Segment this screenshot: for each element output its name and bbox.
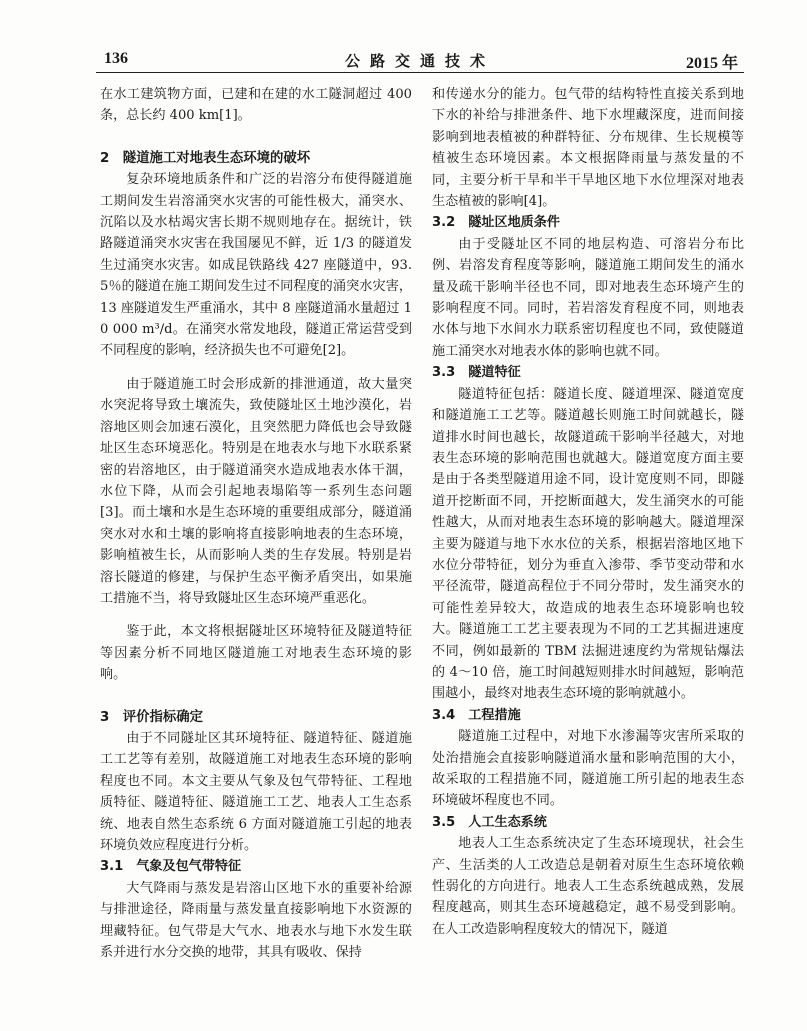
section-2-paragraph-2: 由于隧道施工时会形成新的排泄通道，故大量突水突泥将导致土壤流失，致使隧址区土地沙漠化，岩溶地区则会加速石漠化，且突然肥力降低也会导致隧址区生态环境恶化。特别是在地表水与地下水联系紧密的岩溶地区，由于隧道涌突水造成地表水体干涸，水位下降，从而会引起地表塌陷等一系列生态问题[3]。而土壤和水是生态环境的重要组成部分，隧道涌突水对水和土壤的影响将直接影响地表的生态环境，影响植被生长，从而影响人类的生存发展。特别是岩溶长隧道的修建，与保护生态平衡矛盾突出，如果施工措施不当，将导致隧址区生态环境严重恶化。 [100, 376, 412, 606]
section-3-4-paragraph-1: 隧道施工过程中，对地下水渗漏等灾害所采取的处治措施会直接影响隧道涌水量和影响范围的大小，故采取的工程措施不同，隧道施工所引起的地表生态环境破坏程度也不同。 [432, 729, 744, 809]
right-column [432, 84, 744, 940]
section-3-1-heading: 3.1 气象及包气带特征 [100, 859, 242, 875]
section-3-1-paragraph-1: 大气降雨与蒸发是岩溶山区地下水的重要补给源与排泄途径，降雨量与蒸发量直接影响地下水资源的埋藏特征。包气带是大气水、地表水与地下水发生联系并进行水分交换的地带，其具有吸收、保持 [100, 880, 412, 961]
section-3-5-heading: 3.5 人工生态系统 [432, 814, 547, 830]
section-2-heading: 2 隧道施工对地表生态环境的破坏 [100, 150, 311, 166]
intro-continuation: 在水工建筑物方面，已建和在建的水工隧洞超过 400 条，总长约 400 km[1]。 [100, 87, 412, 124]
section-3-2-heading: 3.2 隧址区地质条件 [432, 215, 560, 231]
section-3-3-heading: 3.3 隧道特征 [432, 365, 521, 381]
publication-year: 2015 年 [685, 55, 738, 72]
section-3-paragraph-1: 由于不同隧址区其环境特征、隧道特征、隧道施工工艺等有差别，故隧道施工对地表生态环境的影响程度也不同。本文主要从气象及包气带特征、工程地质特征、隧道特征、隧道施工工艺、地表人工生态系统、地表自然生态系统 6 方面对隧道施工引起的地表环境负效应程度进行分析。 [100, 730, 412, 853]
section-2-paragraph-1: 复杂环境地质条件和广泛的岩溶分布使得隧道施工期间发生岩溶涌突水灾害的可能性极大，涌突水、沉陷以及水枯竭灾害长期不规则地存在。据统计，铁路隧道涌突水灾害在我国屡见不鲜，近 1/3 的隧道发生过涌突水灾害。如成昆铁路线 427 座隧道中，93.5％的隧道在施工期间发生过不同程度的涌突水灾害，13 座隧道发生严重涌水，其中 8 座隧道涌水量超过 10 000 m³/d。在涌突水常发地段，隧道正常运营受到不同程度的影响，经济损失也不可避免[2]。 [100, 172, 412, 359]
section-3-3-paragraph-1: 隧道特征包括：隧道长度、隧道埋深、隧道宽度和隧道施工工艺等。隧道越长则施工时间就越长，隧道排水时间也越长，故隧道疏干影响半径越大，对地表生态环境的影响范围也就越大。隧道宽度方面主要是由于各类型隧道用途不同，设计宽度则不同，即隧道开挖断面不同，开挖断面越大，发生涌突水的可能性越大，从而对地表生态环境的影响越大。隧道埋深主要为隧道与地下水水位的关系，根据岩溶地区地下水位分带特征，划分为垂直入渗带、季节变动带和水平径流带，隧道高程位于不同分带时，发生涌突水的可能性差异较大，故造成的地表生态环境影响也较大。隧道施工工艺主要表现为不同的工艺其掘进速度不同，例如最新的 TBM 法掘进速度约为常规钻爆法的 4～10 倍，施工时间越短则排水时间越短，影响范围越小，最终对地表生态环境的影响就越小。 [432, 386, 744, 702]
section-3-4-heading: 3.4 工程措施 [432, 707, 521, 723]
section-3-1-continuation: 和传递水分的能力。包气带的结构特性直接关系到地下水的补给与排泄条件、地下水埋藏深度，进而间接影响到地表植被的种群特征、分布规律、生长规模等植被生态环境因素。本文根据降雨量与蒸发量的不同，主要分析干旱和半干旱地区地下水位埋深对地表生态植被的影响[4]。 [432, 87, 744, 210]
page-number: 136 [104, 50, 128, 67]
section-3-5-paragraph-1: 地表人工生态系统决定了生态环境现状，社会生产、生活类的人工改造总是朝着对原生生态环境依赖性弱化的方向进行。地表人工生态系统越成熟，发展程度越高，则其生态环境越稳定，越不易受到影响。在人工改造影响程度较大的情况下，隧道 [432, 836, 744, 937]
left-column [100, 84, 412, 963]
section-2-paragraph-3: 鉴于此，本文将根据隧址区环境特征及隧道特征等因素分析不同地区隧道施工对地表生态环境的影响。 [100, 624, 412, 683]
section-3-2-paragraph-1: 由于受隧址区不同的地层构造、可溶岩分布比例、岩溶发育程度等影响，隧道施工期间发生的涌水量及疏干影响半径也不同，即对地表生态环境产生的影响程度不同。同时，若岩溶发育程度不同，则地表水体与地下水间水力联系密切程度也不同，致使隧道施工涌突水对地表水体的影响也就不同。 [432, 236, 744, 359]
section-3-heading: 3 评价指标确定 [100, 709, 204, 725]
running-head [96, 48, 744, 73]
journal-title: 公路交通技术 [344, 54, 495, 70]
